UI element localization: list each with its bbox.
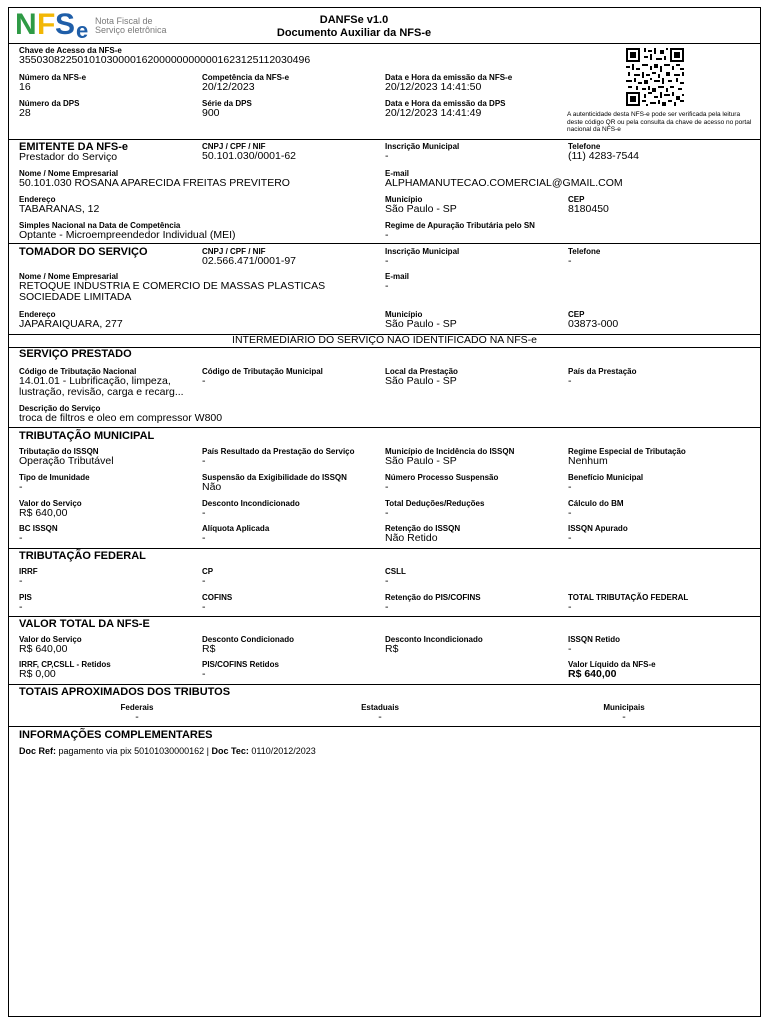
docref-value: pagamento via pix 50101030000162 <box>58 746 205 756</box>
logo-letter-n: N <box>15 8 37 41</box>
retencao-pis-cofins-value: - <box>385 601 389 613</box>
document-subtitle: Documento Auxiliar da NFS-e <box>276 27 432 39</box>
retencao-issqn-label: Retenção do ISSQN <box>385 524 461 533</box>
logo-letter-s: S <box>55 8 76 41</box>
processo-suspensao-value: - <box>385 481 389 493</box>
vt-liquido-label: Valor Líquido da NFS-e <box>568 660 656 669</box>
emitente-cep-label: CEP <box>568 195 585 204</box>
valor-total-section-title: VALOR TOTAL DA NFS-E <box>19 618 150 630</box>
csll-value: - <box>385 575 389 587</box>
servico-pais-label: País da Prestação <box>568 367 637 376</box>
mun-incidencia-label: Município de Incidência do ISSQN <box>385 447 515 456</box>
tomador-cep-value: 03873-000 <box>568 318 619 330</box>
trib-issqn-label: Tributação do ISSQN <box>19 447 99 456</box>
imunidade-label: Tipo de Imunidade <box>19 473 90 482</box>
servico-cod-mun-value: - <box>202 375 206 387</box>
calculo-bm-value: - <box>568 507 572 519</box>
emitente-im-value: - <box>385 150 389 162</box>
serie-dps-label: Série da DPS <box>202 99 252 108</box>
chave-value: 35503082250101030000162000000000001623125112030496 <box>19 54 311 66</box>
tomador-tel-label: Telefone <box>568 247 601 256</box>
tomador-cnpj-label: CNPJ / CPF / NIF <box>202 247 266 256</box>
imunidade-value: - <box>19 481 23 493</box>
issqn-apurado-label: ISSQN Apurado <box>568 524 628 533</box>
vt-desc-inc-value: R$ <box>385 643 399 655</box>
totais-mun-label: Municipais <box>603 703 645 712</box>
emitente-nome-label: Nome / Nome Empresarial <box>19 169 119 178</box>
emissao-dps-value: 20/12/2023 14:41:49 <box>385 107 482 119</box>
totais-fed-label: Federais <box>120 703 154 712</box>
emitente-regime-value: - <box>385 229 389 241</box>
emitente-mun-label: Município <box>385 195 423 204</box>
emitente-nome-value: 50.101.030 ROSANA APARECIDA FREITAS PREVITERO <box>19 177 290 189</box>
csll-label: CSLL <box>385 567 406 576</box>
processo-suspensao-label: Número Processo Suspensão <box>385 473 499 482</box>
tomador-im-label: Inscrição Municipal <box>385 247 460 256</box>
docref-label: Doc Ref: <box>19 746 57 756</box>
emitente-sub: Prestador do Serviço <box>19 151 118 163</box>
competencia-value: 20/12/2023 <box>202 81 255 93</box>
emitente-section-title: EMITENTE DA NFS-e <box>19 141 128 153</box>
tomador-cnpj-value: 02.566.471/0001-97 <box>202 255 297 267</box>
tomador-im-value: - <box>385 255 389 267</box>
pis-value: - <box>19 601 23 613</box>
cp-value: - <box>202 575 206 587</box>
desc-incond-value: - <box>202 507 206 519</box>
calculo-bm-label: Cálculo do BM <box>568 499 624 508</box>
suspensao-label: Suspensão da Exigibilidade do ISSQN <box>202 473 347 482</box>
emitente-cnpj-value: 50.101.030/0001-62 <box>202 150 297 162</box>
document-title: DANFSe v1.0 <box>319 14 389 26</box>
deducoes-label: Total Deduções/Reduções <box>385 499 485 508</box>
trib-mun-section-title: TRIBUTAÇÃO MUNICIPAL <box>19 430 155 442</box>
servico-local-value: São Paulo - SP <box>385 375 457 387</box>
vt-irrf-label: IRRF, CP,CSLL - Retidos <box>19 660 111 669</box>
qr-code-icon <box>626 48 684 106</box>
suspensao-value: Não <box>202 481 222 493</box>
vt-valor-label: Valor do Serviço <box>19 635 82 644</box>
vt-pis-value: - <box>202 668 206 680</box>
total-trib-fed-value: - <box>568 601 572 613</box>
valor-servico-value: R$ 640,00 <box>19 507 68 519</box>
irrf-value: - <box>19 575 23 587</box>
logo-letter-f: F <box>37 8 56 41</box>
pais-resultado-label: País Resultado da Prestação do Serviço <box>202 447 355 456</box>
mun-incidencia-value: São Paulo - SP <box>385 455 457 467</box>
servico-cod-mun-label: Código de Tributação Municipal <box>202 367 323 376</box>
servico-cod-nac-value-2: lustração, revisão, carga e recarg... <box>19 386 184 398</box>
bc-issqn-value: - <box>19 532 23 544</box>
totais-est-label: Estaduais <box>361 703 399 712</box>
tomador-cep-label: CEP <box>568 310 585 319</box>
vt-irrf-value: R$ 0,00 <box>19 668 56 680</box>
totais-est-value: - <box>378 711 382 723</box>
trib-fed-section-title: TRIBUTAÇÃO FEDERAL <box>19 550 146 562</box>
servico-desc-label: Descrição do Serviço <box>19 404 101 413</box>
numero-nfse-value: 16 <box>19 81 31 93</box>
totais-section-title: TOTAIS APROXIMADOS DOS TRIBUTOS <box>19 686 231 698</box>
tomador-section-title: TOMADOR DO SERVIÇO <box>19 246 148 258</box>
info-section-title: INFORMAÇÕES COMPLEMENTARES <box>19 729 213 741</box>
tomador-end-value: JAPARAIQUARA, 277 <box>19 318 123 330</box>
retencao-issqn-value: Não Retido <box>385 532 438 544</box>
issqn-apurado-value: - <box>568 532 572 544</box>
info-line <box>19 746 316 756</box>
danfse-document <box>8 7 761 1017</box>
tomador-nome-label: Nome / Nome Empresarial <box>19 272 119 281</box>
servico-cod-nac-label: Código de Tributação Nacional <box>19 367 137 376</box>
totais-fed-value: - <box>135 711 139 723</box>
aliquota-value: - <box>202 532 206 544</box>
doctec-label: Doc Tec: <box>211 746 249 756</box>
emitente-end-value: TABARANAS, 12 <box>19 203 100 215</box>
info-separator: | <box>206 746 210 756</box>
servico-local-label: Local da Prestação <box>385 367 458 376</box>
aliquota-label: Alíquota Aplicada <box>202 524 270 533</box>
emitente-tel-value: (11) 4283-7544 <box>568 150 640 162</box>
tomador-mun-label: Município <box>385 310 423 319</box>
logo-letter-e: e <box>76 18 89 43</box>
irrf-label: IRRF <box>19 567 38 576</box>
pis-label: PIS <box>19 593 32 602</box>
numero-dps-value: 28 <box>19 107 31 119</box>
emitente-mun-value: São Paulo - SP <box>385 203 457 215</box>
emissao-dps-label: Data e Hora da emissão da DPS <box>385 99 506 108</box>
logo-line1: Nota Fiscal de <box>95 16 153 26</box>
emitente-end-label: Endereço <box>19 195 56 204</box>
servico-cod-nac-value-1: 14.01.01 - Lubrificação, limpeza, <box>19 375 171 387</box>
tomador-email-value: - <box>385 280 389 292</box>
tomador-email-label: E-mail <box>385 272 410 281</box>
tomador-tel-value: - <box>568 255 572 267</box>
servico-desc-value: troca de filtros e oleo em compressor W800 <box>19 412 223 424</box>
numero-dps-label: Número da DPS <box>19 99 80 108</box>
total-trib-fed-label: TOTAL TRIBUTAÇÃO FEDERAL <box>568 593 689 602</box>
tomador-nome-value-2: SOCIEDADE LIMITADA <box>19 291 132 303</box>
desc-incond-label: Desconto Incondicionado <box>202 499 300 508</box>
vt-issqn-ret-value: - <box>568 643 572 655</box>
tomador-end-label: Endereço <box>19 310 56 319</box>
cp-label: CP <box>202 567 214 576</box>
emitente-im-label: Inscrição Municipal <box>385 142 460 151</box>
totais-mun-value: - <box>622 711 626 723</box>
qr-note: A autenticidade desta NFS-e pode ser verificada pela leitura deste código QR ou pela consulta da chave de acesso no portal nacional da NFS-e <box>567 111 752 133</box>
emitente-cep-value: 8180450 <box>568 203 609 215</box>
vt-liquido-value: R$ 640,00 <box>568 668 617 680</box>
pais-resultado-value: - <box>202 455 206 467</box>
emitente-sn-label: Simples Nacional na Data de Competência <box>19 221 181 230</box>
nfse-logo <box>15 10 175 44</box>
valor-servico-label: Valor do Serviço <box>19 499 82 508</box>
trib-issqn-value: Operação Tributável <box>19 455 114 467</box>
servico-pais-value: - <box>568 375 572 387</box>
doctec-value: 0110/2012/2023 <box>251 746 316 756</box>
cofins-value: - <box>202 601 206 613</box>
regime-especial-value: Nenhum <box>568 455 608 467</box>
beneficio-value: - <box>568 481 572 493</box>
emissao-nfse-label: Data e Hora da emissão da NFS-e <box>385 73 513 82</box>
emitente-sn-value: Optante - Microempreendedor Individual (MEI) <box>19 229 236 241</box>
emitente-regime-label: Regime de Apuração Tributária pelo SN <box>385 221 535 230</box>
competencia-label: Competência da NFS-e <box>202 73 290 82</box>
vt-desc-inc-label: Desconto Incondicionado <box>385 635 483 644</box>
bc-issqn-label: BC ISSQN <box>19 524 58 533</box>
beneficio-label: Benefício Municipal <box>568 473 644 482</box>
vt-valor-value: R$ 640,00 <box>19 643 68 655</box>
deducoes-value: - <box>385 507 389 519</box>
vt-pis-label: PIS/COFINS Retidos <box>202 660 279 669</box>
emitente-tel-label: Telefone <box>568 142 601 151</box>
cofins-label: COFINS <box>202 593 233 602</box>
vt-issqn-ret-label: ISSQN Retido <box>568 635 621 644</box>
vt-desc-cond-value: R$ <box>202 643 216 655</box>
numero-nfse-label: Número da NFS-e <box>19 73 87 82</box>
serie-dps-value: 900 <box>202 107 220 119</box>
regime-especial-label: Regime Especial de Tributação <box>568 447 686 456</box>
vt-desc-cond-label: Desconto Condicionado <box>202 635 294 644</box>
emitente-cnpj-label: CNPJ / CPF / NIF <box>202 142 266 151</box>
emitente-email-label: E-mail <box>385 169 410 178</box>
logo-line2: Serviço eletrônica <box>95 25 167 35</box>
chave-label: Chave de Acesso da NFS-e <box>19 46 122 55</box>
emissao-nfse-value: 20/12/2023 14:41:50 <box>385 81 482 93</box>
tomador-nome-value-1: RETOQUE INDUSTRIA E COMERCIO DE MASSAS PLASTICAS <box>19 280 326 292</box>
retencao-pis-cofins-label: Retenção do PIS/COFINS <box>385 593 481 602</box>
servico-section-title: SERVIÇO PRESTADO <box>19 348 132 360</box>
intermediario-note: INTERMEDIÁRIO DO SERVIÇO NÃO IDENTIFICADO NA NFS-e <box>232 334 537 346</box>
emitente-email-value: ALPHAMANUTECAO.COMERCIAL@GMAIL.COM <box>385 177 623 189</box>
tomador-mun-value: São Paulo - SP <box>385 318 457 330</box>
